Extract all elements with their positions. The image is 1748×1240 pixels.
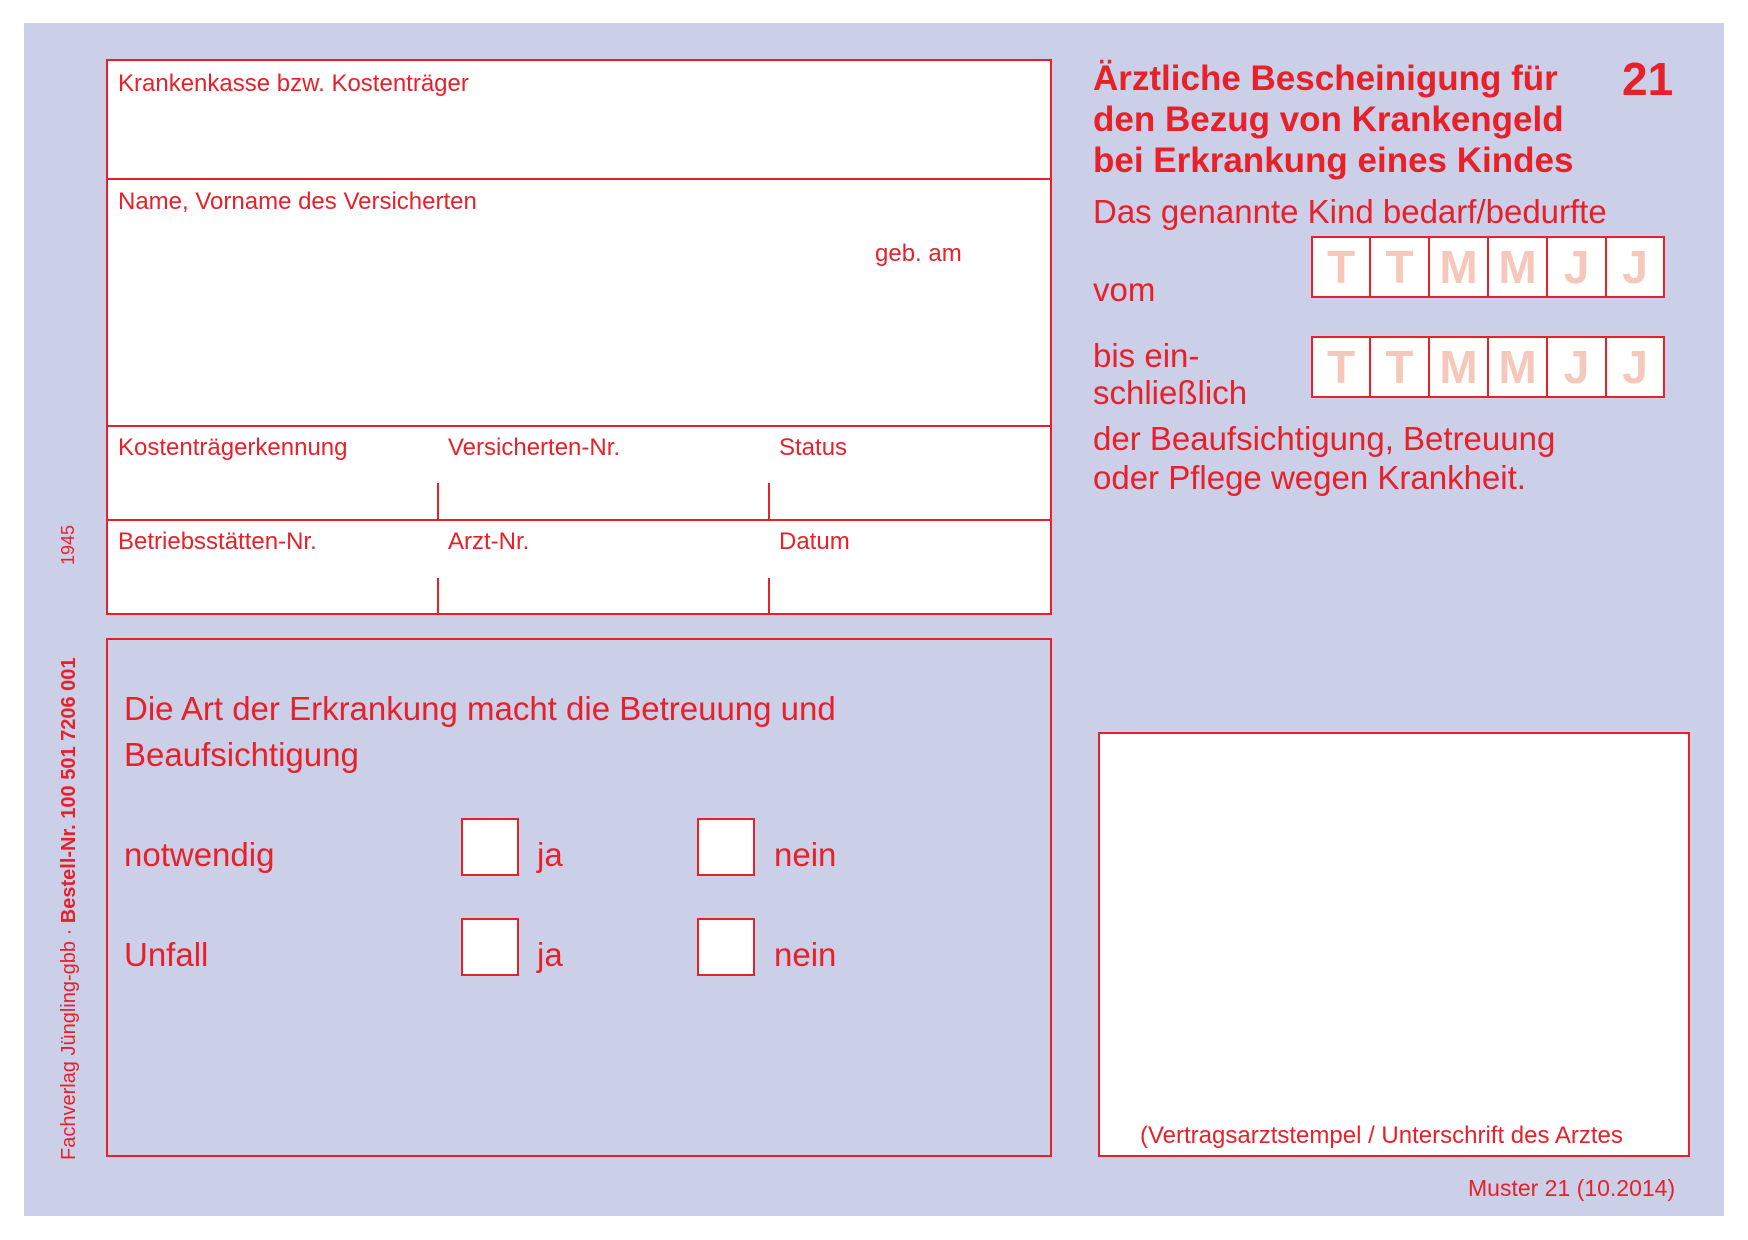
date-digit-cell[interactable]: J [1547,336,1606,398]
field-separator [768,578,770,613]
stamp-signature-box[interactable] [1098,732,1690,1157]
field-separator [437,578,439,613]
unfall-nein-label: nein [774,936,837,973]
muster-label: Muster 21 (10.2014) [1468,1175,1676,1201]
name-label: Name, Vorname des Versicherten [118,188,477,215]
field-separator [768,483,770,519]
question-text-line1: Die Art der Erkrankung macht die Betreuung und [124,690,836,727]
notwendig-nein-checkbox[interactable] [697,818,755,876]
date-digit-cell[interactable]: J [1547,236,1606,298]
notwendig-ja-checkbox[interactable] [461,818,519,876]
unfall-ja-checkbox[interactable] [461,918,519,976]
date-digit-cell[interactable]: T [1311,236,1370,298]
patient-data-box [106,59,1052,615]
vom-label: vom [1093,271,1156,308]
bis-label-line2: schließlich [1093,374,1248,411]
datum-label: Datum [779,528,850,555]
form-title: Ärztliche Bescheinigung für den Bezug von Krankengeld bei Erkrankung eines Kindes [1093,59,1574,180]
date-digit-cell[interactable]: M [1429,236,1488,298]
vom-date-field[interactable] [1311,236,1665,298]
unfall-label: Unfall [124,936,209,973]
arzt-nr-label: Arzt-Nr. [448,528,530,555]
unfall-nein-checkbox[interactable] [697,918,755,976]
versicherten-nr-label: Versicherten-Nr. [448,434,621,461]
date-digit-cell[interactable]: M [1488,336,1547,398]
notwendig-ja-label: ja [537,836,563,873]
question-text-line2: Beaufsichtigung [124,736,359,773]
notwendig-label: notwendig [124,836,275,873]
date-digit-cell[interactable]: J [1606,336,1665,398]
krankenkasse-label: Krankenkasse bzw. Kostenträger [118,70,469,97]
geb-am-label: geb. am [875,240,962,267]
certificate-end-line2: oder Pflege wegen Krankheit. [1093,459,1526,496]
bis-label-line1: bis ein- [1093,337,1200,374]
date-digit-cell[interactable]: M [1488,236,1547,298]
sidebar-publisher-info [58,657,81,1160]
date-digit-cell[interactable]: M [1429,336,1488,398]
certificate-end-line1: der Beaufsichtigung, Betreuung [1093,420,1556,457]
unfall-ja-label: ja [537,936,563,973]
divider [108,425,1050,427]
divider [108,178,1050,180]
date-digit-cell[interactable]: J [1606,236,1665,298]
sidebar-code: 1945 [58,524,78,565]
form-number: 21 [1622,53,1674,105]
field-separator [437,483,439,519]
date-digit-cell[interactable]: T [1370,236,1429,298]
betriebsstaetten-label: Betriebsstätten-Nr. [118,528,317,555]
status-label: Status [779,434,848,461]
order-number: Bestell-Nr. 100 501 7206 001 [58,657,80,924]
certificate-intro: Das genannte Kind bedarf/bedurfte [1093,193,1607,230]
publisher-text: Fachverlag Jüngling-gbb · [58,923,80,1160]
kostentraegerkennung-label: Kostenträgerkennung [118,434,348,461]
divider [108,519,1050,521]
stamp-caption: (Vertragsarztstempel / Unterschrift des Arztes [1140,1122,1623,1149]
bis-date-field[interactable] [1311,336,1665,398]
notwendig-nein-label: nein [774,836,837,873]
date-digit-cell[interactable]: T [1311,336,1370,398]
date-digit-cell[interactable]: T [1370,336,1429,398]
